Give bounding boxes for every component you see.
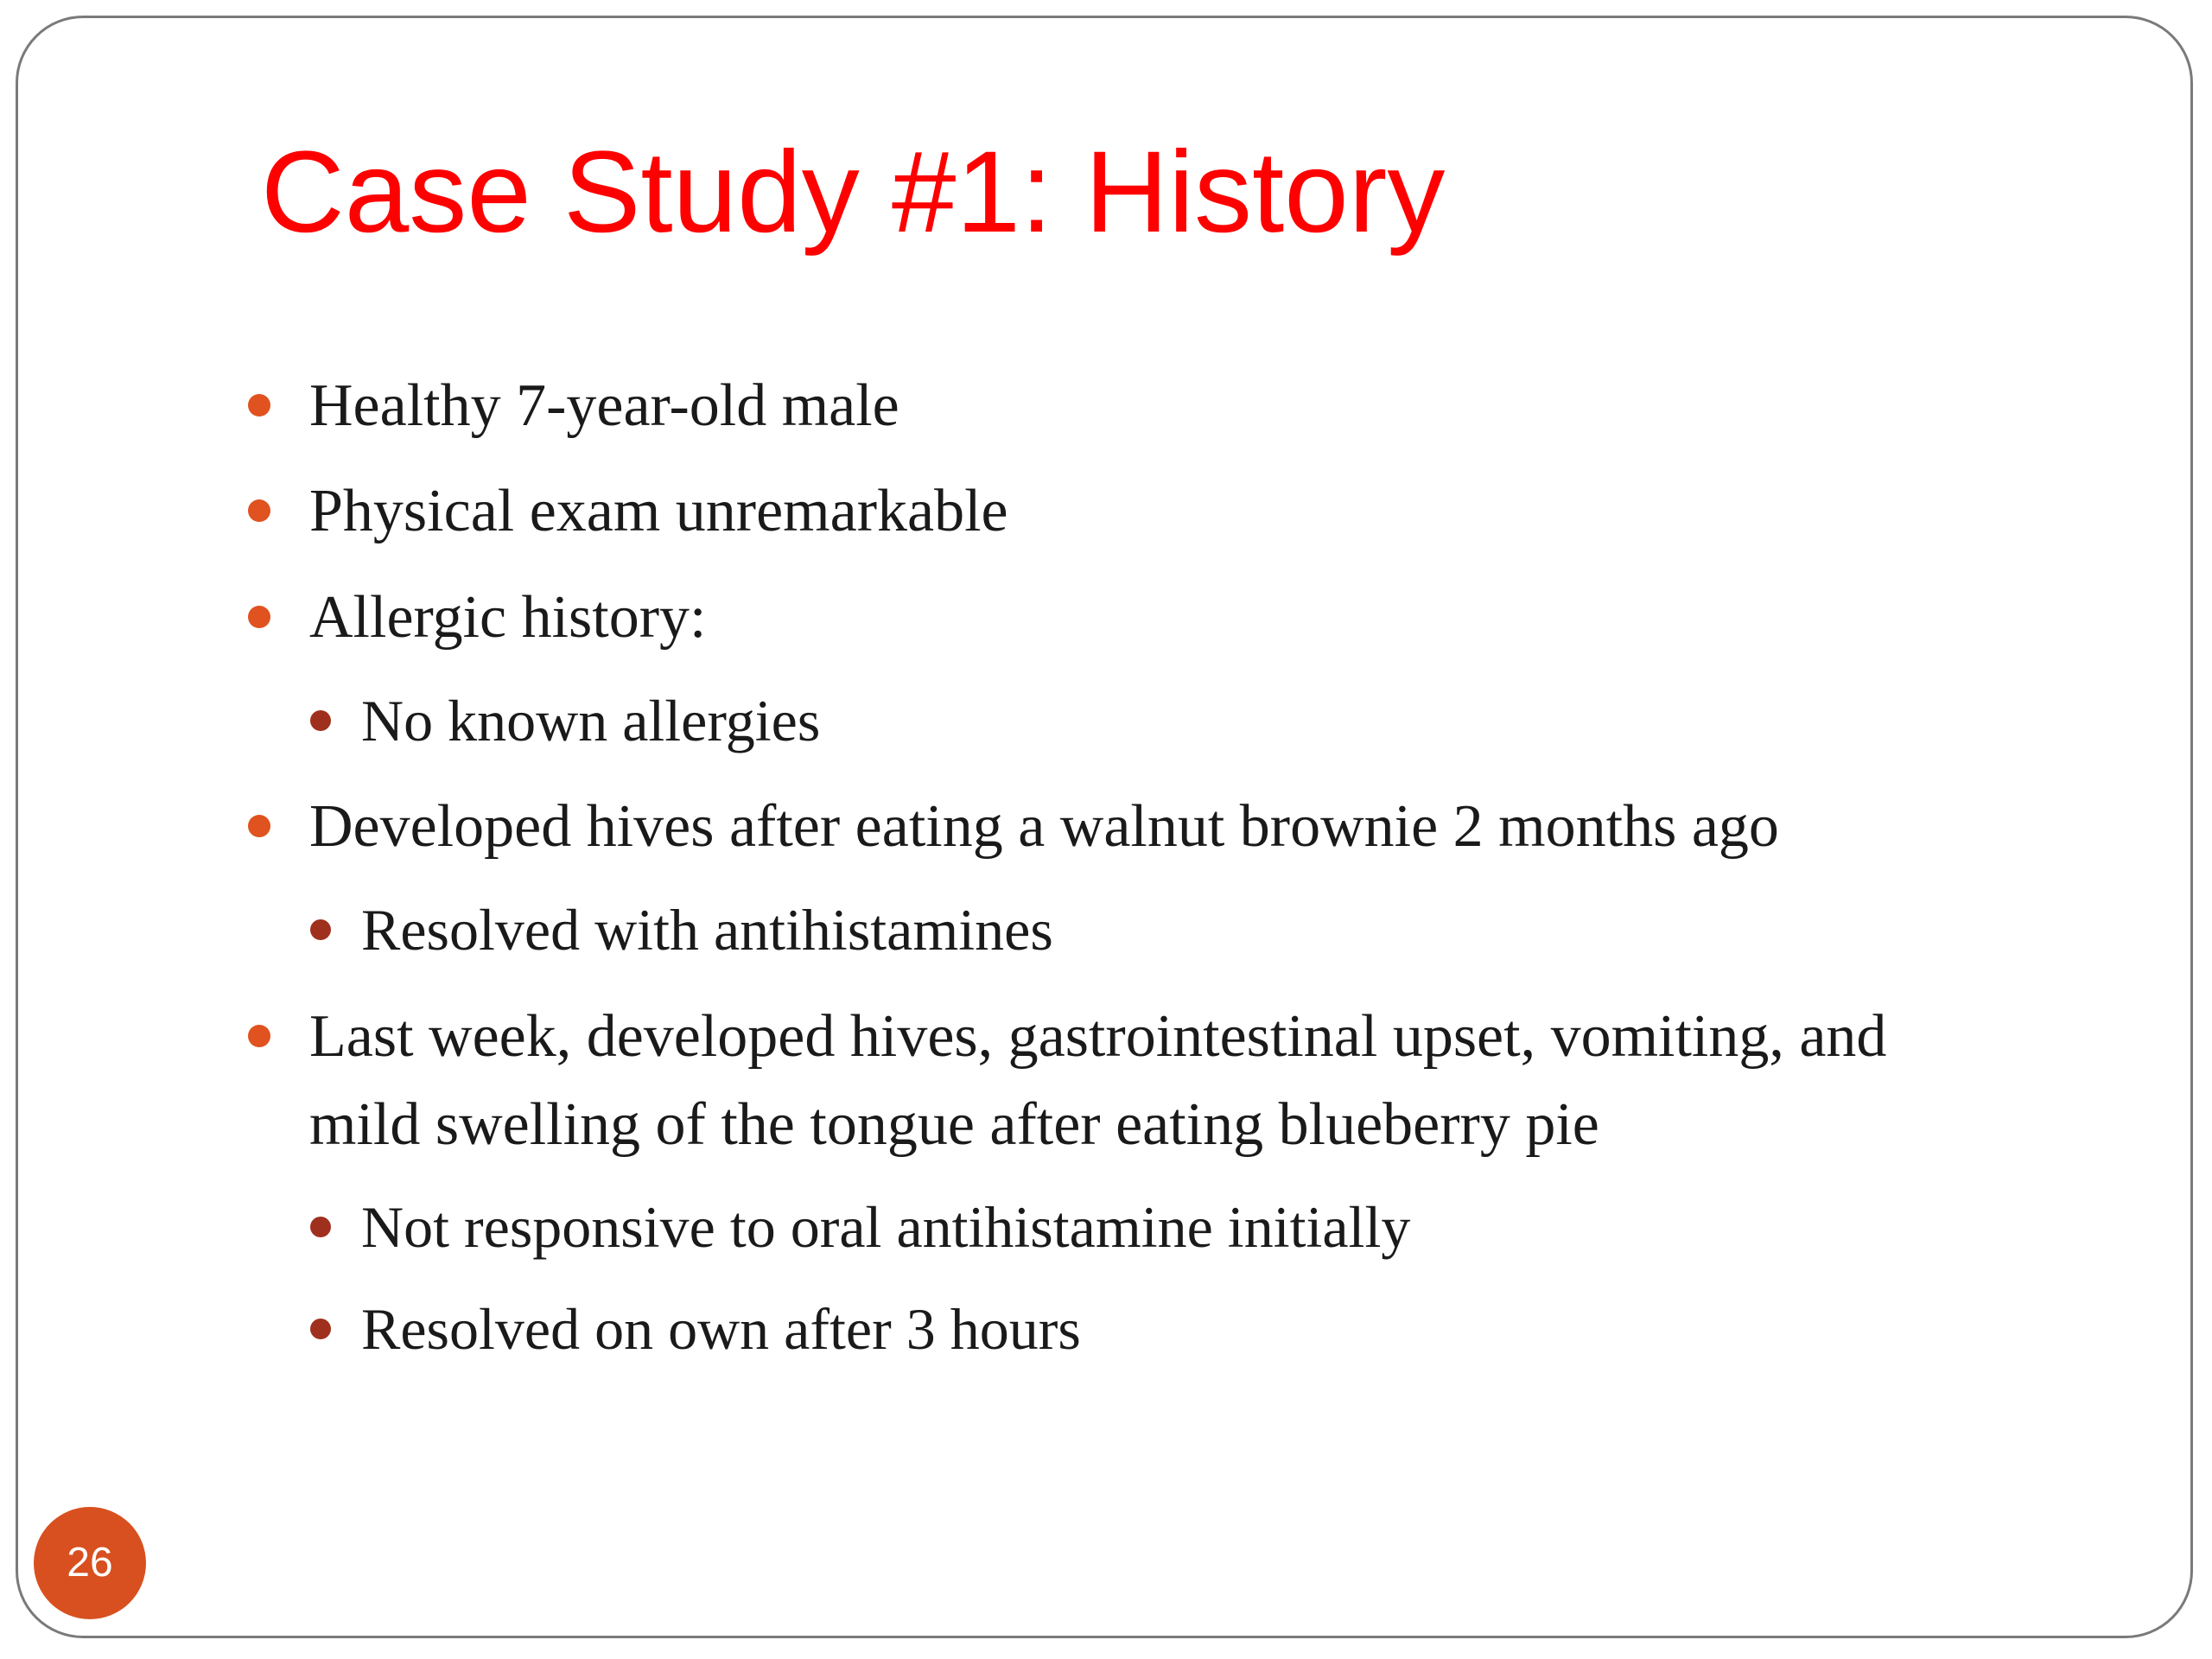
bullet-text: Physical exam unremarkable bbox=[309, 478, 1008, 544]
bullet-dot-icon bbox=[248, 815, 270, 837]
slide-title: Case Study #1: History bbox=[261, 128, 1446, 257]
bullet-dot-icon bbox=[248, 394, 270, 416]
bullet-text: mild swelling of the tongue after eating blueberry pie bbox=[309, 1091, 1599, 1158]
sub-bullet-dot-icon bbox=[310, 919, 331, 940]
bullet-item bbox=[243, 574, 706, 662]
bullet-dot-icon bbox=[248, 606, 270, 628]
sub-bullet-item bbox=[308, 1286, 1081, 1372]
bullet-dot-icon bbox=[248, 1025, 270, 1047]
sub-bullet-text: Not responsive to oral antihistamine initially bbox=[361, 1194, 1411, 1260]
sub-bullet-dot-icon bbox=[310, 1319, 331, 1339]
sub-bullet-text: No known allergies bbox=[361, 688, 821, 753]
sub-bullet-item bbox=[308, 887, 1053, 973]
bullet-item bbox=[243, 783, 1779, 871]
bullet-text: Healthy 7-year-old male bbox=[309, 372, 899, 439]
sub-bullet-item bbox=[308, 1184, 1410, 1270]
bullet-item bbox=[243, 467, 1008, 556]
bullet-continuation bbox=[243, 1081, 1599, 1169]
sub-bullet-dot-icon bbox=[310, 710, 331, 731]
bullet-item bbox=[243, 362, 899, 450]
sub-bullet-dot-icon bbox=[310, 1217, 331, 1237]
sub-bullet-item bbox=[308, 677, 820, 764]
bullet-text: Developed hives after eating a walnut brownie 2 months ago bbox=[309, 793, 1779, 860]
sub-bullet-text: Resolved on own after 3 hours bbox=[361, 1296, 1081, 1362]
page-number-badge: 26 bbox=[34, 1507, 146, 1619]
bullet-item bbox=[243, 993, 1886, 1081]
bullet-text: Last week, developed hives, gastrointestinal upset, vomiting, and bbox=[309, 1003, 1887, 1070]
bullet-text: Allergic history: bbox=[309, 584, 707, 651]
sub-bullet-text: Resolved with antihistamines bbox=[361, 897, 1053, 963]
bullet-dot-icon bbox=[248, 499, 270, 522]
